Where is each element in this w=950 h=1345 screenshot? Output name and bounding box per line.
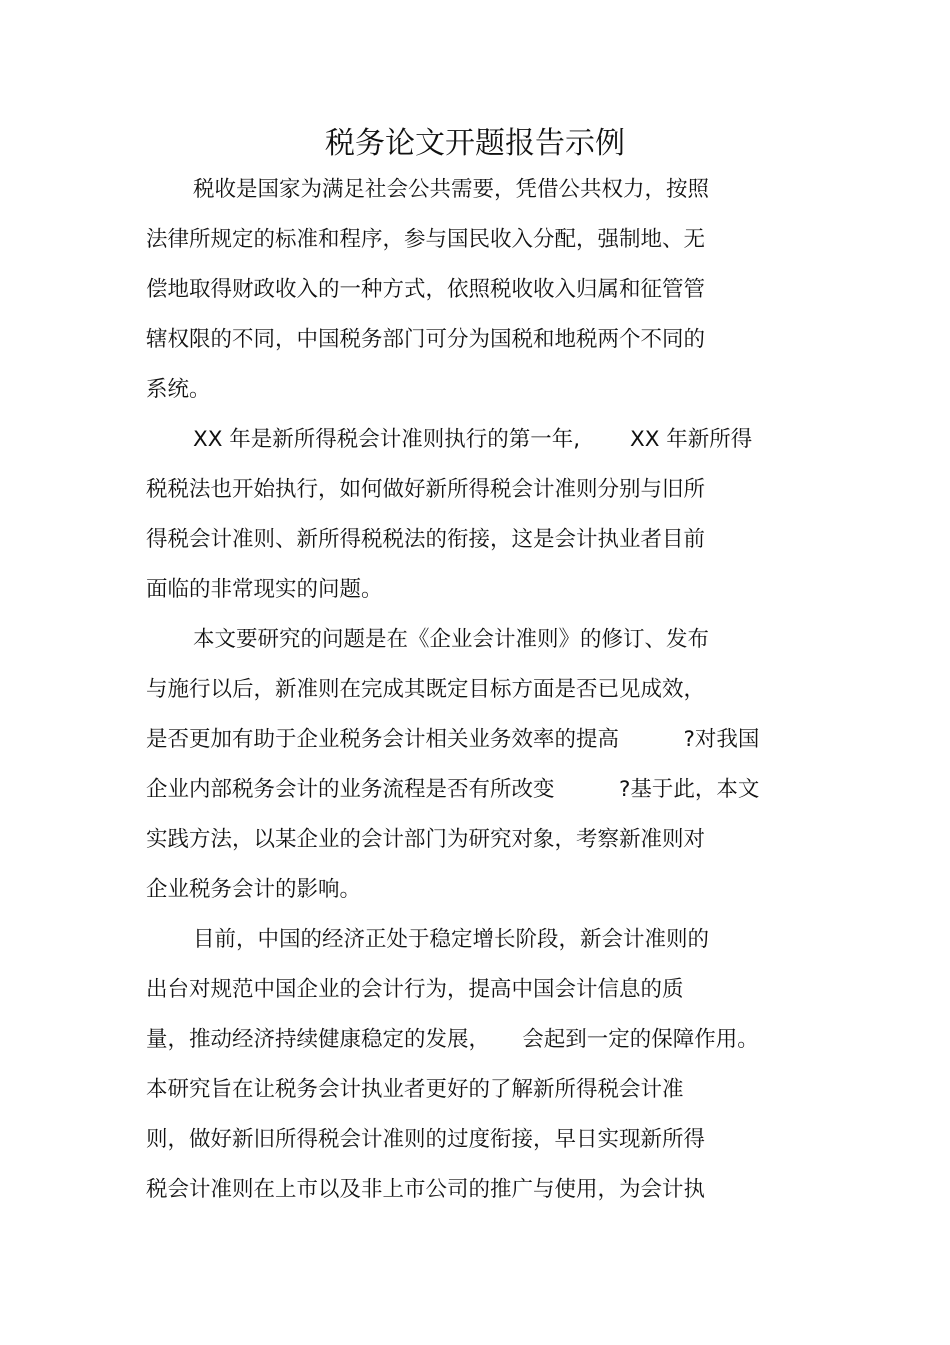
paragraph-line: XX 年是新所得税会计准则执行的第一年, XX 年新所得 (193, 427, 753, 452)
paragraph-line: 企业内部税务会计的业务流程是否有所改变 ?基于此，本文 (146, 777, 760, 802)
paragraph-line: 出台对规范中国企业的会计行为，提高中国会计信息的质 (146, 977, 684, 1002)
paragraph-line: 企业税务会计的影响。 (146, 877, 362, 902)
paragraph-line: 实践方法，以某企业的会计部门为研究对象，考察新准则对 (146, 827, 706, 852)
paragraph-line: 是否更加有助于企业税务会计相关业务效率的提高 ?对我国 (146, 727, 760, 752)
document-title: 税务论文开题报告示例 (325, 126, 625, 161)
paragraph-line: 税会计准则在上市以及非上市公司的推广与使用，为会计执 (146, 1177, 706, 1202)
paragraph-line: 则，做好新旧所得税会计准则的过度衔接，早日实现新所得 (146, 1127, 706, 1152)
paragraph-line: 面临的非常现实的问题。 (146, 577, 383, 602)
paragraph-line: 量，推动经济持续健康稳定的发展， 会起到一定的保障作用。 (146, 1027, 759, 1052)
paragraph-line: 本文要研究的问题是在《企业会计准则》的修订、发布 (193, 627, 710, 652)
paragraph-line: 辖权限的不同，中国税务部门可分为国税和地税两个不同的 (146, 327, 706, 352)
paragraph-line: 税税法也开始执行，如何做好新所得税会计准则分别与旧所 (146, 477, 706, 502)
paragraph-line: 偿地取得财政收入的一种方式，依照税收收入归属和征管管 (146, 277, 706, 302)
paragraph-line: 本研究旨在让税务会计执业者更好的了解新所得税会计准 (146, 1077, 684, 1102)
paragraph-line: 与施行以后，新准则在完成其既定目标方面是否已见成效， (146, 677, 706, 702)
paragraph-line: 系统。 (146, 377, 211, 402)
paragraph-line: 得税会计准则、新所得税税法的衔接，这是会计执业者目前 (146, 527, 706, 552)
paragraph-line: 税收是国家为满足社会公共需要，凭借公共权力，按照 (193, 177, 710, 202)
paragraph-line: 法律所规定的标准和程序，参与国民收入分配，强制地、无 (146, 227, 706, 252)
paragraph-line: 目前，中国的经济正处于稳定增长阶段，新会计准则的 (193, 927, 710, 952)
